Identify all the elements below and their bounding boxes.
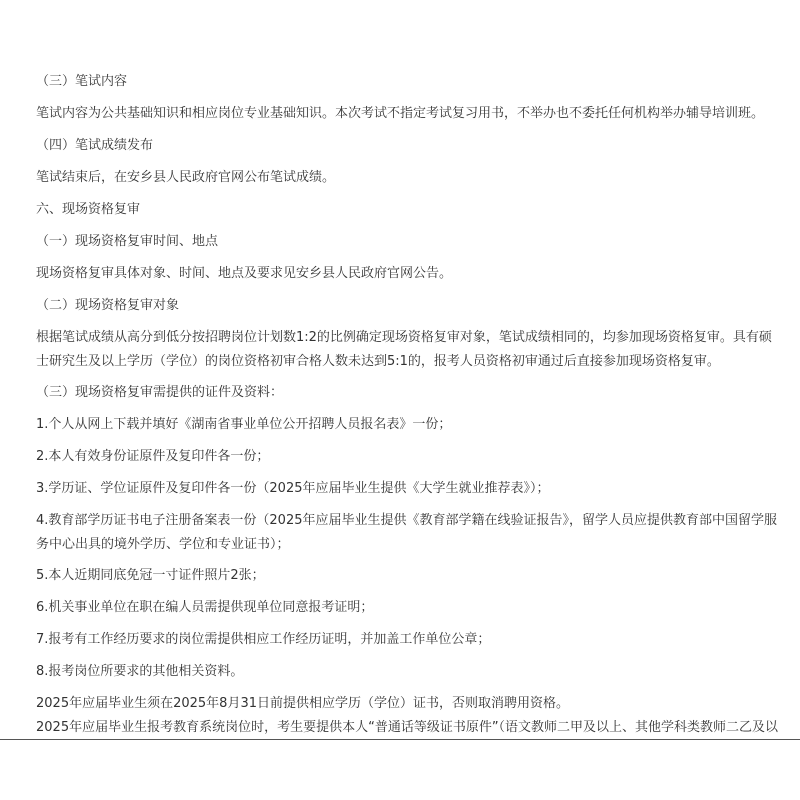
list-item-8: 8.报考岗位所要求的其他相关资料。 (36, 664, 244, 679)
heading-written-exam-content: （三）笔试内容 (36, 74, 128, 89)
paragraph-education-requirement: 2025年应届毕业生报考教育系统岗位时，考生要提供本人“普通话等级证书原件”（语文教师二甲及以上、其他学科类教师二乙及以 (36, 720, 779, 735)
list-item-7: 7.报考有工作经历要求的岗位需提供相应工作经历证明，并加盖工作单位公章； (36, 632, 491, 647)
list-item-2: 2.本人有效身份证原件及复印件各一份； (36, 449, 270, 464)
heading-required-documents: （三）现场资格复审需提供的证件及资料： (36, 385, 284, 400)
paragraph-review-targets: 根据笔试成绩从高分到低分按招聘岗位计划数1:2的比例确定现场资格复审对象，笔试成绩相同的，均参加现场资格复审。具有硕士研究生及以上学历（学位）的岗位资格初审合格人数未达到5:1的，报考人员资格初审通过后直接参加现场资格复审。 (36, 330, 772, 369)
heading-score-release: （四）笔试成绩发布 (36, 138, 154, 153)
list-item-1: 1.个人从网上下载并填好《湖南省事业单位公开招聘人员报名表》一份； (36, 417, 452, 432)
list-item-5: 5.本人近期同底免冠一寸证件照片2张； (36, 568, 265, 583)
bottom-divider (0, 739, 800, 740)
list-item-6: 6.机关事业单位在职在编人员需提供现单位同意报考证明； (36, 600, 374, 615)
paragraph-score-release: 笔试结束后，在安乡县人民政府官网公布笔试成绩。 (36, 170, 336, 185)
list-item-4: 4.教育部学历证书电子注册备案表一份（2025年应届毕业生提供《教育部学籍在线验证报告》，留学人员应提供教育部中国留学服务中心出具的境外学历、学位和专业证书）； (36, 513, 777, 552)
list-item-3: 3.学历证、学位证原件及复印件各一份（2025年应届毕业生提供《大学生就业推荐表》）； (36, 481, 550, 496)
paragraph-review-time-place: 现场资格复审具体对象、时间、地点及要求见安乡县人民政府官网公告。 (36, 266, 453, 281)
heading-review-time-place: （一）现场资格复审时间、地点 (36, 234, 219, 249)
paragraph-written-exam-content: 笔试内容为公共基础知识和相应岗位专业基础知识。本次考试不指定考试复习用书，不举办也不委托任何机构举办辅导培训班。 (36, 106, 765, 121)
heading-review-targets: （二）现场资格复审对象 (36, 298, 180, 313)
paragraph-graduate-deadline: 2025年应届毕业生须在2025年8月31日前提供相应学历（学位）证书，否则取消聘用资格。 (36, 696, 569, 711)
heading-onsite-review: 六、现场资格复审 (36, 202, 141, 217)
